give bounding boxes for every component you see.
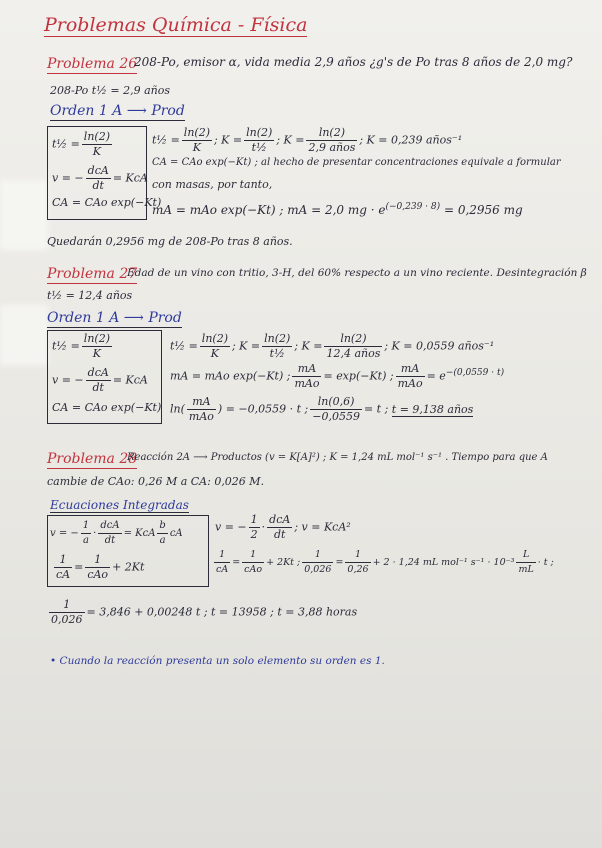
paper-glare xyxy=(0,305,48,365)
p27-result: t = 9,138 años xyxy=(391,402,474,416)
problem-27-heading: Problema 27 xyxy=(47,266,138,282)
problem-27-given: t½ = 12,4 años xyxy=(47,289,133,302)
p26-equation-k: t½ = $\frac{\ln(2)}{K}$ ; K = $\frac{\ln(2)}{\text{t½}}$ ; K = $\frac{\ln(2)}{\text{2,9 años}}$ ; K = 0,239 años⁻¹ xyxy=(152,126,463,154)
p27-mass-equation: mA = mAo exp(−Kt) ; $\frac{mA}{\text{mAo}}$ = exp(−Kt) ; $\frac{mA}{\text{mAo}}$ = $e^{-(0,0559 \cdot t)}$ xyxy=(170,362,505,390)
paper-glare xyxy=(0,180,48,250)
problem-27-order: Orden 1 A ⟶ Prod xyxy=(47,310,182,326)
p27-box-rate: v = − $\frac{\text{dcA}}{dt}$ = KcA xyxy=(52,366,148,394)
p26-box-halflife: t½ = $\frac{\ln(2)}{K}$ xyxy=(52,130,110,158)
problem-26-heading: Problema 26 xyxy=(47,56,138,72)
p26-explanation-1: CA = CAo exp(−Kt) ; al hecho de presentar concentraciones equivale a formular xyxy=(152,157,561,168)
problem-28-statement-2: cambie de CAo: 0,26 M a CA: 0,026 M. xyxy=(47,475,265,488)
p27-box-halflife: t½ = $\frac{\ln(2)}{K}$ xyxy=(52,332,110,360)
p28-box-rate: v = − $\frac{1}{a}$ · $\frac{\text{dcA}}{dt}$ = KcA $\frac{b}{a}$ cA xyxy=(50,520,183,546)
problem-26-given: 208-Po t½ = 2,9 años xyxy=(50,84,170,97)
problem-26-order: Orden 1 A ⟶ Prod xyxy=(50,103,185,119)
order-note: • Cuando la reacción presenta un solo elemento su orden es 1. xyxy=(50,655,385,667)
p28-rate-equation: v = − $\frac{1}{2}$ · $\frac{\text{dcA}}{dt}$ ; v = KcA² xyxy=(215,513,351,541)
p26-mass-equation: mA = mAo exp(−Kt) ; mA = 2,0 mg · $e^{(-0,239 \cdot 8)} = 0,2956$ mg xyxy=(152,202,523,217)
problem-27-statement: Edad de un vino con tritio, 3-H, del 60% respecto a un vino reciente. Desintegración β xyxy=(127,267,587,279)
p26-box-integrated: CA = CAo exp(−Kt) xyxy=(52,196,162,209)
p27-equation-k: t½ = $\frac{\ln(2)}{K}$ ; K = $\frac{\ln(2)}{\text{t½}}$ ; K = $\frac{\ln(2)}{\text{12,4 años}}$ ; K = 0,0559 años⁻¹ xyxy=(170,332,495,360)
p26-conclusion: Quedarán 0,2956 mg de 208-Po tras 8 años. xyxy=(47,235,293,248)
page-title: Problemas Química - Física xyxy=(44,14,308,36)
problem-28-statement: Reacción 2A ⟶ Productos (v = K[A]²) ; K = 1,24 mL mol⁻¹ s⁻¹ . Tiempo para que A xyxy=(127,452,548,463)
p28-solution-equation: $\frac{1}{0,026}$ = 3,846 + 0,00248 t ; t = 13958 ; t = 3,88 horas xyxy=(51,598,358,626)
p27-box-integrated: CA = CAo exp(−Kt) xyxy=(52,401,162,414)
problem-28-section: Ecuaciones Integradas xyxy=(50,498,189,512)
p28-integrated-equation: $\frac{1}{cA}$ = $\frac{1}{\text{cAo}}$ + 2Kt ; $\frac{1}{0,026}$ = $\frac{1}{0,26}$ + 2 · 1,24 mL mol⁻¹ s⁻¹ · 10⁻³ $\frac{L}{mL}$ · t ; xyxy=(216,549,554,575)
problem-28-heading: Problema 28 xyxy=(47,451,138,467)
p26-box-rate: v = − $\frac{\text{dcA}}{dt}$ = KcA xyxy=(52,164,148,192)
p28-box-integrated: $\frac{1}{cA}$ = $\frac{1}{\text{cAo}}$ + 2Kt xyxy=(56,553,145,581)
p26-explanation-2: con masas, por tanto, xyxy=(152,178,273,191)
problem-26-statement: 208-Po, emisor α, vida media 2,9 años ¿g's de Po tras 8 años de 2,0 mg? xyxy=(134,55,573,69)
p27-log-equation: ln( $\frac{mA}{\text{mAo}}$ ) = −0,0559 · t ; $\frac{\ln(0,6)}{-0,0559}$ = t ; t = 9,138 años xyxy=(170,395,474,423)
